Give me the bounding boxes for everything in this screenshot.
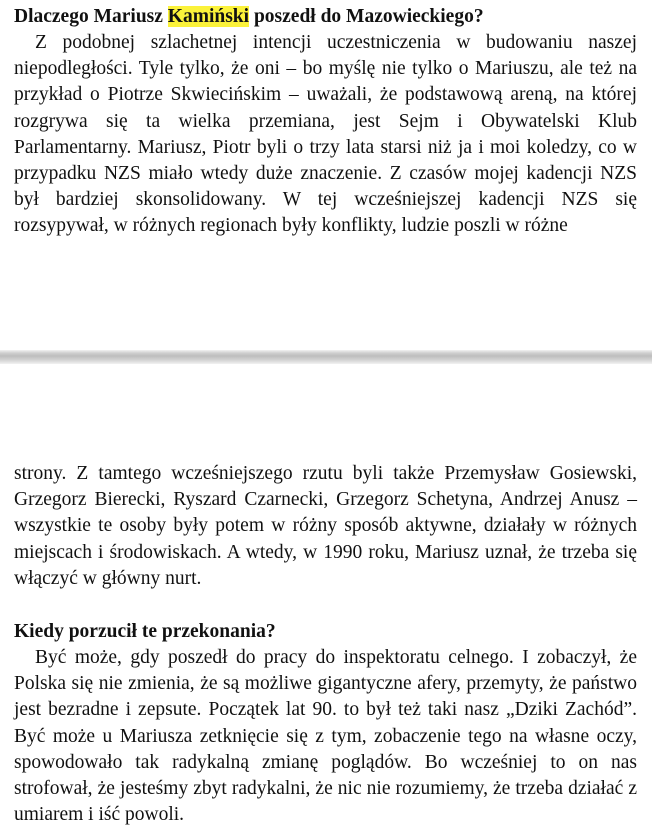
- page-break-divider: [0, 350, 652, 364]
- heading-text-after: poszedł do Mazowieckiego?: [249, 6, 484, 27]
- answer-paragraph-1: Z podobnej szlachetnej intencji uczestniczenia w budowaniu naszej niepodległości. Tyle tylko, że oni – bo myślę nie tylko o Mariuszu, ale też na przykład o Piotrze Skwiecińskim – uważali, że podstawową areną, na której rozgrywa się ta wielka przemiana, jest Sejm i Obywatelski Klub Parlamentarny. Mariusz, Piotr byli o trzy lata starsi niż ja i moi koledzy, co w przypadku NZS miało wtedy duże znaczenie. Z czasów mojej kadencji NZS był bardziej skonsolidowany. W tej wcześniejszej kadencji NZS się rozsypywał, w różnych regionach były konflikty, ludzie poszli w różne: [14, 32, 637, 237]
- question-heading-1: [14, 4, 637, 30]
- answer-paragraph-1-continued: strony. Z tamtego wcześniejszego rzutu byli także Przemysław Gosiewski, Grzegorz Bierecki, Ryszard Czarnecki, Grzegorz Schetyna, Andrzej Anusz – wszystkie te osoby były potem w różny sposób aktywne, działały w różnych miejscach i środowiskach. A wtedy, w 1990 roku, Mariusz uznał, że trzeba się włączyć w główny nurt.: [14, 463, 637, 589]
- highlighted-name: Kamiński: [167, 6, 250, 27]
- answer-paragraph-2: Być może, gdy poszedł do pracy do inspektoratu celnego. I zobaczył, że Polska się nie zmienia, że są możliwe gigantyczne afery, przemyty, że państwo jest bezradne i zepsute. Początek lat 90. to był też taki nasz „Dziki Zachód”. Być może u Mariusza zetknięcie się z tym, zobaczenie tego na własne oczy, spowodowało tak radykalną zmianę poglądów. Bo wcześniej to on nas strofował, że jesteśmy zbyt radykalni, że nic nie rozumiemy, że trzeba działać z umiarem i iść powoli.: [14, 647, 637, 826]
- page-top: [0, 0, 652, 350]
- bottom-content: [14, 461, 637, 828]
- page-bottom: [0, 364, 652, 828]
- question-heading-2: Kiedy porzucił te przekonania?: [14, 621, 276, 643]
- top-content: [14, 4, 637, 240]
- heading-text-before: Dlaczego Mariusz: [14, 6, 168, 27]
